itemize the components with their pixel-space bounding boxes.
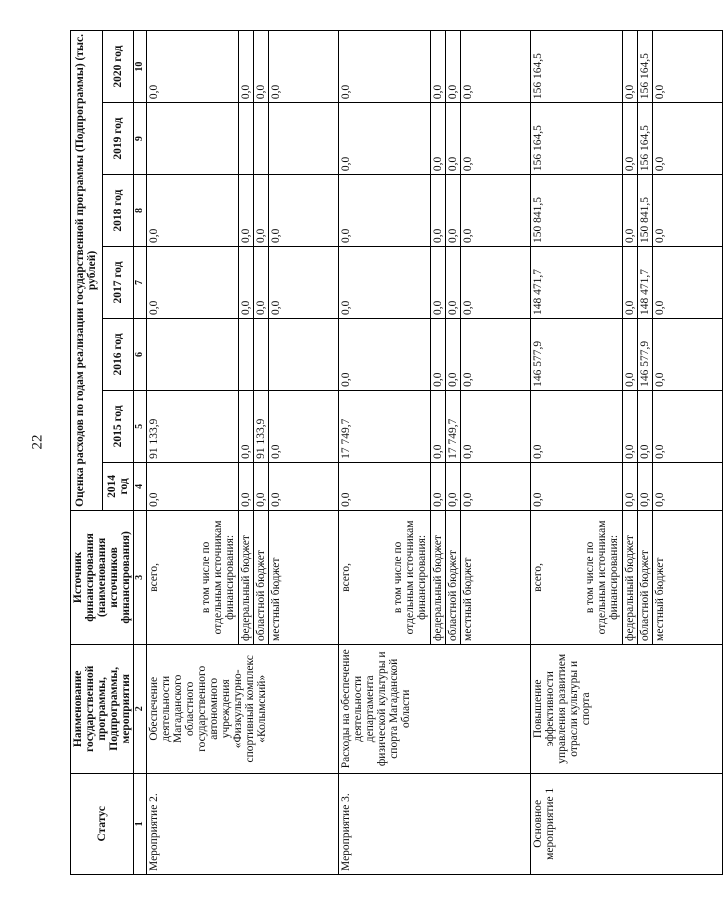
value-cell: 0,0 xyxy=(239,390,254,462)
header-year: 2018 год xyxy=(102,175,134,247)
value-cell: 0,0 xyxy=(623,175,638,247)
value-cell: 0,0 xyxy=(446,31,461,103)
value-cell: 0,0 xyxy=(431,318,446,390)
value-cell: 0,0 xyxy=(623,462,638,510)
value-cell: 0,0 xyxy=(638,390,653,462)
value-cell: 0,0 xyxy=(431,462,446,510)
source-cell: местный бюджет xyxy=(269,510,339,644)
value-cell xyxy=(583,247,623,319)
value-cell: 0,0 xyxy=(623,103,638,175)
header-status: Статус xyxy=(71,773,134,874)
value-cell: 156 164,5 xyxy=(638,103,653,175)
column-number: 4 xyxy=(134,462,147,510)
value-cell xyxy=(147,318,199,390)
column-number: 2 xyxy=(134,644,147,773)
value-cell xyxy=(583,462,623,510)
column-number-row xyxy=(134,31,147,875)
value-cell xyxy=(269,318,339,390)
value-cell: 0,0 xyxy=(461,462,531,510)
value-cell: 0,0 xyxy=(446,462,461,510)
value-cell: 0,0 xyxy=(531,462,583,510)
value-cell: 0,0 xyxy=(239,462,254,510)
value-cell: 0,0 xyxy=(147,247,199,319)
source-cell: областной бюджет xyxy=(254,510,269,644)
value-cell: 156 164,5 xyxy=(638,31,653,103)
value-cell: 91 133,9 xyxy=(147,390,199,462)
source-cell: всего, xyxy=(531,510,583,644)
value-cell: 0,0 xyxy=(461,390,531,462)
value-cell xyxy=(269,103,339,175)
status-cell: Мероприятие 3. xyxy=(339,773,531,874)
value-cell: 150 841,5 xyxy=(638,175,653,247)
value-cell xyxy=(199,318,239,390)
budget-table xyxy=(70,30,723,875)
source-cell: федеральный бюджет xyxy=(239,510,254,644)
column-number: 7 xyxy=(134,247,147,319)
value-cell: 0,0 xyxy=(269,462,339,510)
value-cell: 0,0 xyxy=(446,247,461,319)
column-number: 1 xyxy=(134,773,147,874)
source-cell: федеральный бюджет xyxy=(623,510,638,644)
value-cell: 156 164,5 xyxy=(531,103,583,175)
source-cell: всего, xyxy=(147,510,199,644)
header-year: 2017 год xyxy=(102,247,134,319)
name-cell: Обеспечение деятельности Магаданского областного государственного автономного учреждения «Физкультурно-спортивный комплекс «Колымский» xyxy=(147,644,339,773)
value-cell: 148 471,7 xyxy=(531,247,583,319)
value-cell: 0,0 xyxy=(431,103,446,175)
value-cell: 0,0 xyxy=(653,175,723,247)
header-year: 2014 год xyxy=(102,462,134,510)
value-cell: 0,0 xyxy=(446,318,461,390)
value-cell: 0,0 xyxy=(531,390,583,462)
value-cell: 150 841,5 xyxy=(531,175,583,247)
value-cell: 0,0 xyxy=(239,247,254,319)
column-number: 8 xyxy=(134,175,147,247)
column-number: 3 xyxy=(134,510,147,644)
value-cell: 0,0 xyxy=(461,175,531,247)
value-cell: 0,0 xyxy=(653,390,723,462)
value-cell: 0,0 xyxy=(623,31,638,103)
value-cell xyxy=(199,175,239,247)
value-cell: 0,0 xyxy=(446,175,461,247)
value-cell xyxy=(147,103,199,175)
value-cell: 0,0 xyxy=(638,462,653,510)
status-cell: Мероприятие 2. xyxy=(147,773,339,874)
header-estimate: Оценка расходов по годам реализации государственной программы (Подпрограммы) (тыс. рублей) xyxy=(71,31,103,511)
value-cell: 0,0 xyxy=(269,31,339,103)
value-cell: 0,0 xyxy=(254,462,269,510)
value-cell xyxy=(239,318,254,390)
value-cell: 0,0 xyxy=(446,103,461,175)
value-cell: 17 749,7 xyxy=(339,390,391,462)
source-cell: в том числе по отдельным источникам финансирования: xyxy=(199,510,239,644)
value-cell: 0,0 xyxy=(461,318,531,390)
value-cell xyxy=(583,31,623,103)
value-cell: 0,0 xyxy=(623,318,638,390)
name-cell: Расходы на обеспечение деятельности департамента физической культуры и спорта Магаданской области xyxy=(339,644,531,773)
value-cell: 0,0 xyxy=(339,31,391,103)
rotated-page-content xyxy=(70,30,666,875)
value-cell xyxy=(391,103,431,175)
value-cell: 0,0 xyxy=(339,462,391,510)
name-cell: Повышение эффективности управления развитием отрасли культуры и спорта xyxy=(531,644,723,773)
value-cell: 0,0 xyxy=(623,247,638,319)
source-cell: всего, xyxy=(339,510,391,644)
column-number: 9 xyxy=(134,103,147,175)
value-cell: 146 577,9 xyxy=(531,318,583,390)
value-cell xyxy=(254,103,269,175)
source-cell: местный бюджет xyxy=(461,510,531,644)
value-cell: 0,0 xyxy=(461,103,531,175)
value-cell: 0,0 xyxy=(339,103,391,175)
column-number: 10 xyxy=(134,31,147,103)
source-cell: областной бюджет xyxy=(446,510,461,644)
value-cell: 0,0 xyxy=(269,175,339,247)
header-year: 2019 год xyxy=(102,103,134,175)
value-cell xyxy=(391,247,431,319)
header-year: 2015 год xyxy=(102,390,134,462)
value-cell xyxy=(199,31,239,103)
value-cell xyxy=(391,462,431,510)
table-body xyxy=(147,31,723,875)
value-cell xyxy=(391,31,431,103)
value-cell xyxy=(583,103,623,175)
value-cell xyxy=(391,390,431,462)
value-cell: 0,0 xyxy=(431,247,446,319)
source-cell: местный бюджет xyxy=(653,510,723,644)
table-row xyxy=(147,31,199,875)
value-cell: 148 471,7 xyxy=(638,247,653,319)
value-cell: 0,0 xyxy=(269,247,339,319)
value-cell: 91 133,9 xyxy=(254,390,269,462)
value-cell xyxy=(583,390,623,462)
value-cell: 0,0 xyxy=(239,175,254,247)
value-cell: 0,0 xyxy=(653,103,723,175)
value-cell: 0,0 xyxy=(623,390,638,462)
status-cell: Основное мероприятие 1 xyxy=(531,773,723,874)
value-cell: 0,0 xyxy=(254,247,269,319)
value-cell: 0,0 xyxy=(461,247,531,319)
header-source: Источник финансирования (наименования источников финансирования) xyxy=(71,510,134,644)
value-cell: 0,0 xyxy=(239,31,254,103)
column-number: 6 xyxy=(134,318,147,390)
value-cell: 146 577,9 xyxy=(638,318,653,390)
value-cell: 0,0 xyxy=(653,318,723,390)
page-number: 22 xyxy=(29,434,46,450)
value-cell: 0,0 xyxy=(431,390,446,462)
value-cell: 0,0 xyxy=(269,390,339,462)
value-cell: 0,0 xyxy=(254,31,269,103)
value-cell: 0,0 xyxy=(653,462,723,510)
value-cell: 0,0 xyxy=(461,31,531,103)
value-cell xyxy=(583,175,623,247)
value-cell: 0,0 xyxy=(147,31,199,103)
value-cell xyxy=(239,103,254,175)
header-name: Наименование государственной программы, Подпрограммы, мероприятия xyxy=(71,644,134,773)
value-cell xyxy=(199,103,239,175)
value-cell xyxy=(391,175,431,247)
header-year: 2016 год xyxy=(102,318,134,390)
value-cell: 0,0 xyxy=(431,175,446,247)
source-cell: в том числе по отдельным источникам финансирования: xyxy=(391,510,431,644)
value-cell: 0,0 xyxy=(431,31,446,103)
value-cell xyxy=(391,318,431,390)
value-cell: 0,0 xyxy=(339,175,391,247)
value-cell: 0,0 xyxy=(147,462,199,510)
value-cell: 17 749,7 xyxy=(446,390,461,462)
value-cell: 0,0 xyxy=(147,175,199,247)
value-cell xyxy=(199,247,239,319)
source-cell: в том числе по отдельным источникам финансирования: xyxy=(583,510,623,644)
value-cell xyxy=(583,318,623,390)
table-row xyxy=(531,31,583,875)
value-cell: 0,0 xyxy=(653,247,723,319)
value-cell: 0,0 xyxy=(254,175,269,247)
value-cell xyxy=(199,390,239,462)
table-row xyxy=(339,31,391,875)
value-cell xyxy=(254,318,269,390)
source-cell: областной бюджет xyxy=(638,510,653,644)
source-cell: федеральный бюджет xyxy=(431,510,446,644)
value-cell: 0,0 xyxy=(339,318,391,390)
value-cell xyxy=(199,462,239,510)
value-cell: 0,0 xyxy=(653,31,723,103)
header-year: 2020 год xyxy=(102,31,134,103)
value-cell: 0,0 xyxy=(339,247,391,319)
value-cell: 156 164,5 xyxy=(531,31,583,103)
column-number: 5 xyxy=(134,390,147,462)
